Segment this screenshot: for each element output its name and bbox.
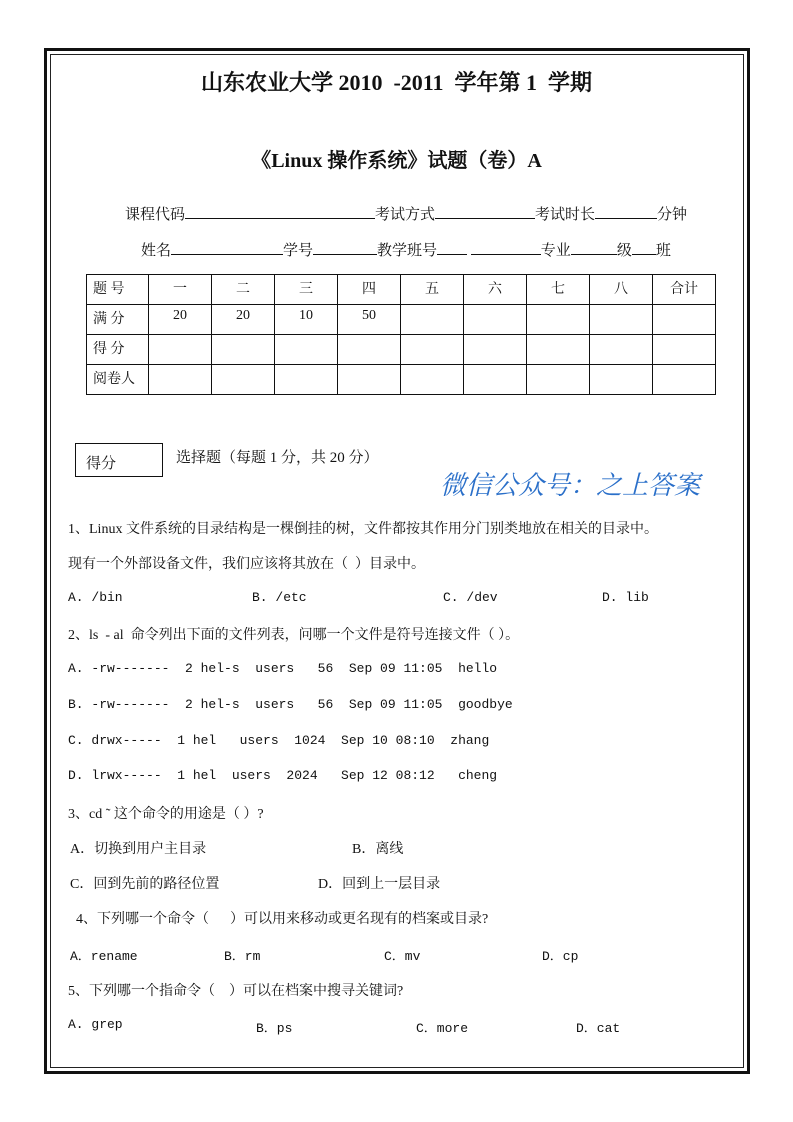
student-id-label: 学号 (283, 243, 314, 259)
question-3-line-1: 3、cd ˜ 这个命令的用途是（ ）? (68, 807, 264, 822)
class-no-label: 教学班号 (377, 243, 438, 259)
question-1-option-d[interactable]: D. lib (602, 590, 649, 605)
question-1-option-b[interactable]: B. /etc (252, 590, 307, 605)
table-cell[interactable] (590, 365, 653, 395)
table-cell (527, 305, 590, 335)
watermark: 微信公众号：之上答案 (440, 471, 701, 501)
class-label: 班 (655, 243, 671, 259)
row-label: 得 分 (87, 335, 149, 365)
question-3-option-d[interactable]: D．回到上一层目录 (318, 877, 441, 892)
table-cell[interactable] (401, 335, 464, 365)
section-score-box[interactable]: 得分 (75, 443, 163, 477)
question-2-option-d[interactable]: D. lrwx----- 1 hel users 2024 Sep 12 08:12 cheng (68, 768, 498, 783)
table-cell[interactable] (653, 335, 716, 365)
table-row (87, 305, 716, 335)
table-header-cell: 八 (590, 275, 653, 305)
table-cell: 50 (338, 305, 401, 335)
table-cell (401, 305, 464, 335)
score-table (86, 274, 716, 395)
table-cell[interactable] (464, 335, 527, 365)
grade-label: 级 (616, 243, 632, 259)
exam-method-label: 考试方式 (375, 207, 436, 223)
table-header-cell: 三 (275, 275, 338, 305)
course-code-label: 课程代码 (125, 207, 186, 223)
info-line-2 (126, 222, 671, 277)
table-header-cell: 六 (464, 275, 527, 305)
table-cell[interactable] (275, 335, 338, 365)
table-cell[interactable] (590, 335, 653, 365)
exam-title: 山东农业大学 2010 -2011 学年第 1 学期 (200, 70, 593, 95)
score-table-header (87, 275, 716, 305)
question-5-option-b[interactable]: B．ps (256, 1021, 293, 1036)
table-cell[interactable] (527, 335, 590, 365)
table-header-cell: 合计 (653, 275, 716, 305)
exam-duration-field[interactable] (595, 204, 657, 219)
table-cell (464, 305, 527, 335)
table-cell (590, 305, 653, 335)
question-4-option-d[interactable]: D．cp (542, 949, 579, 964)
table-cell: 10 (275, 305, 338, 335)
minutes-label: 分钟 (657, 207, 688, 223)
table-cell[interactable] (149, 365, 212, 395)
student-id-field[interactable] (313, 240, 377, 255)
row-label: 阅卷人 (87, 365, 149, 395)
question-5-line-1: 5、下列哪一个指命令（ ）可以在档案中搜寻关键词? (68, 984, 404, 999)
table-cell[interactable] (401, 365, 464, 395)
table-cell[interactable] (527, 365, 590, 395)
table-cell: 20 (149, 305, 212, 335)
table-cell[interactable] (212, 365, 275, 395)
grade-field[interactable] (571, 240, 617, 255)
table-header-cell: 题 号 (87, 275, 149, 305)
table-header-cell: 七 (527, 275, 590, 305)
question-5-option-c[interactable]: C．more (416, 1021, 469, 1036)
class-field[interactable] (632, 240, 656, 255)
name-label: 姓名 (141, 243, 172, 259)
question-5-option-a[interactable]: A. grep (68, 1017, 123, 1032)
table-header-cell: 五 (401, 275, 464, 305)
question-2-line-1: 2、ls - al 命令列出下面的文件列表，问哪一个文件是符号连接文件（ ）。 (68, 628, 520, 643)
exam-method-field[interactable] (435, 204, 535, 219)
name-field[interactable] (171, 240, 283, 255)
exam-duration-label: 考试时长 (535, 207, 596, 223)
table-cell[interactable] (653, 365, 716, 395)
table-cell[interactable] (149, 335, 212, 365)
question-2-option-c[interactable]: C. drwx----- 1 hel users 1024 Sep 10 08:10 zhang (68, 733, 490, 748)
table-header-cell: 四 (338, 275, 401, 305)
question-4-option-b[interactable]: B．rm (224, 949, 261, 964)
question-2-option-b[interactable]: B. -rw------- 2 hel-s users 56 Sep 09 11:05 goodbye (68, 697, 513, 712)
question-4-option-c[interactable]: C．mv (384, 949, 421, 964)
table-header-cell: 一 (149, 275, 212, 305)
question-1-option-a[interactable]: A. /bin (68, 590, 123, 605)
table-cell[interactable] (275, 365, 338, 395)
question-1-line-2: 现有一个外部设备文件，我们应该将其放在（ ）目录中。 (68, 557, 425, 572)
table-cell[interactable] (212, 335, 275, 365)
table-cell (653, 305, 716, 335)
question-3-option-c[interactable]: C．回到先前的路径位置 (70, 877, 220, 892)
question-3-option-a[interactable]: A．切换到用户主目录 (70, 842, 207, 857)
table-cell[interactable] (338, 335, 401, 365)
section-title: 选择题（每题 1 分，共 20 分） (176, 450, 379, 466)
table-header-cell: 二 (212, 275, 275, 305)
question-1-option-c[interactable]: C. /dev (443, 590, 498, 605)
question-4-option-a[interactable]: A．rename (70, 949, 138, 964)
class-no-field[interactable] (437, 240, 467, 255)
question-5-option-d[interactable]: D．cat (576, 1021, 621, 1036)
table-cell[interactable] (464, 365, 527, 395)
question-1-line-1: 1、Linux 文件系统的目录结构是一棵倒挂的树，文件都按其作用分门别类地放在相关的目录中。 (68, 522, 658, 537)
table-row (87, 335, 716, 365)
table-cell: 20 (212, 305, 275, 335)
exam-subtitle: 《Linux 操作系统》试题（卷）A (251, 150, 542, 172)
question-3-option-b[interactable]: B．离线 (352, 842, 404, 857)
major-label: 专业 (540, 243, 571, 259)
table-row (87, 365, 716, 395)
course-code-field[interactable] (185, 204, 375, 219)
row-label: 满 分 (87, 305, 149, 335)
question-4-line-1: 4、下列哪一个命令（ ）可以用来移动或更名现有的档案或目录? (76, 912, 489, 927)
major-field[interactable] (471, 240, 541, 255)
question-2-option-a[interactable]: A. -rw------- 2 hel-s users 56 Sep 09 11:05 hello (68, 661, 498, 676)
table-cell[interactable] (338, 365, 401, 395)
